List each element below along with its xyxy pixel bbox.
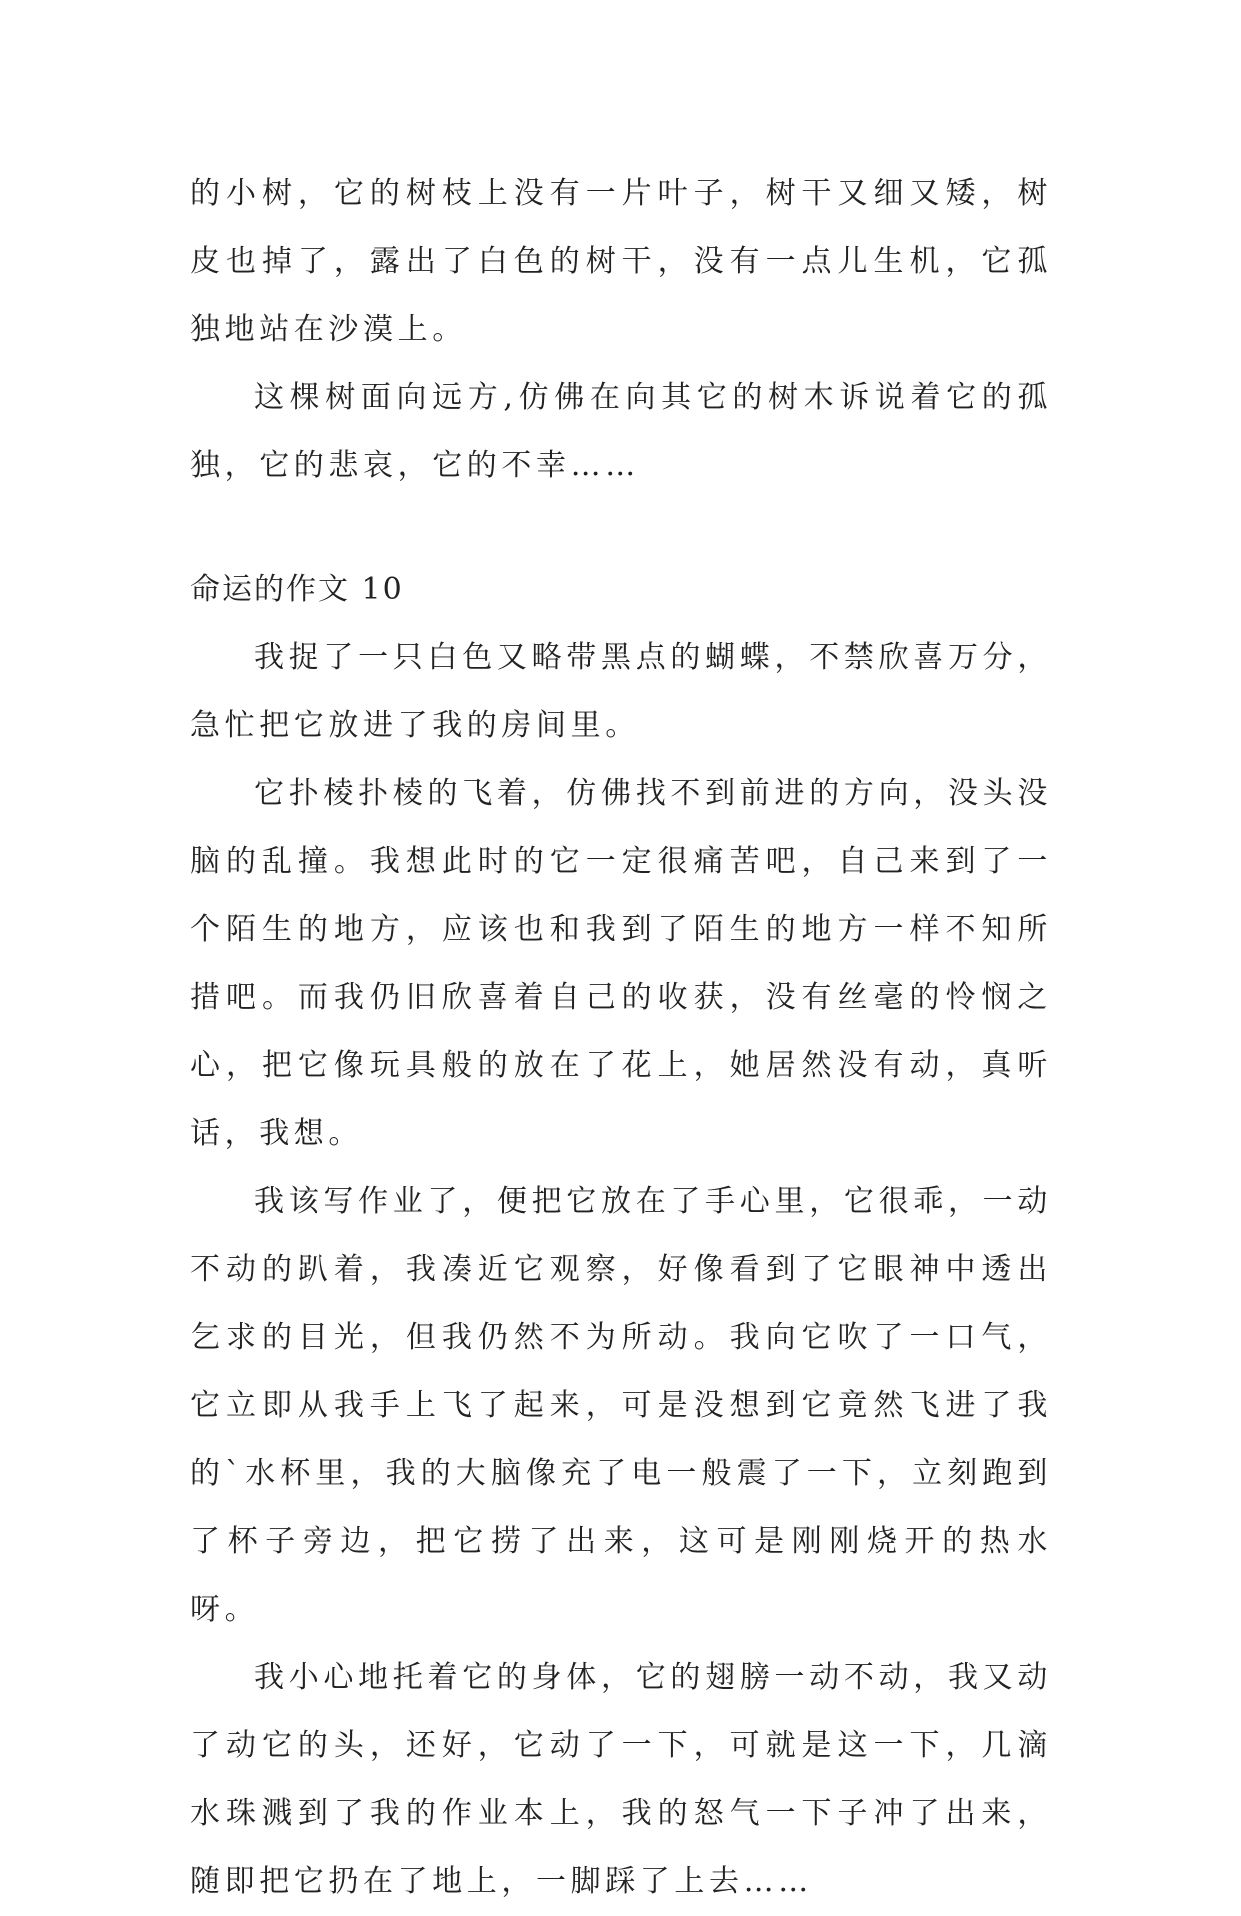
paragraph: 我小心地托着它的身体，它的翅膀一动不动，我又动了动它的头，还好，它动了一下，可就是这一下，几滴水珠溅到了我的作业本上，我的怒气一下子冲了出来，随即把它扔在了地上，一脚踩了上去…… xyxy=(190,1660,1052,1899)
paragraph-continued: 的小树，它的树枝上没有一片叶子，树干又细又矮，树皮也掉了，露出了白色的树干，没有一点儿生机，它孤独地站在沙漠上。 xyxy=(190,176,1052,347)
paragraph: 这棵树面向远方,仿佛在向其它的树木诉说着它的孤独，它的悲哀，它的不幸…… xyxy=(190,380,1052,483)
paragraph: 我该写作业了，便把它放在了手心里，它很乖，一动不动的趴着，我凑近它观察，好像看到了它眼神中透出乞求的目光，但我仍然不为所动。我向它吹了一口气，它立即从我手上飞了起来，可是没想到它竟然飞进了我的`水杯里，我的大脑像充了电一般震了一下，立刻跑到了杯子旁边，把它捞了出来，这可是刚刚烧开的热水呀。 xyxy=(190,1184,1052,1627)
paragraph: 我捉了一只白色又略带黑点的蝴蝶，不禁欣喜万分，急忙把它放进了我的房间里。 xyxy=(190,640,1052,743)
document-body xyxy=(190,160,1052,1916)
paragraph: 它扑棱扑棱的飞着，仿佛找不到前进的方向，没头没脑的乱撞。我想此时的它一定很痛苦吧，自己来到了一个陌生的地方，应该也和我到了陌生的地方一样不知所措吧。而我仍旧欣喜着自己的收获，没有丝毫的怜悯之心，把它像玩具般的放在了花上，她居然没有动，真听话，我想。 xyxy=(190,776,1052,1151)
section-heading: 命运的作文 10 xyxy=(190,572,404,607)
